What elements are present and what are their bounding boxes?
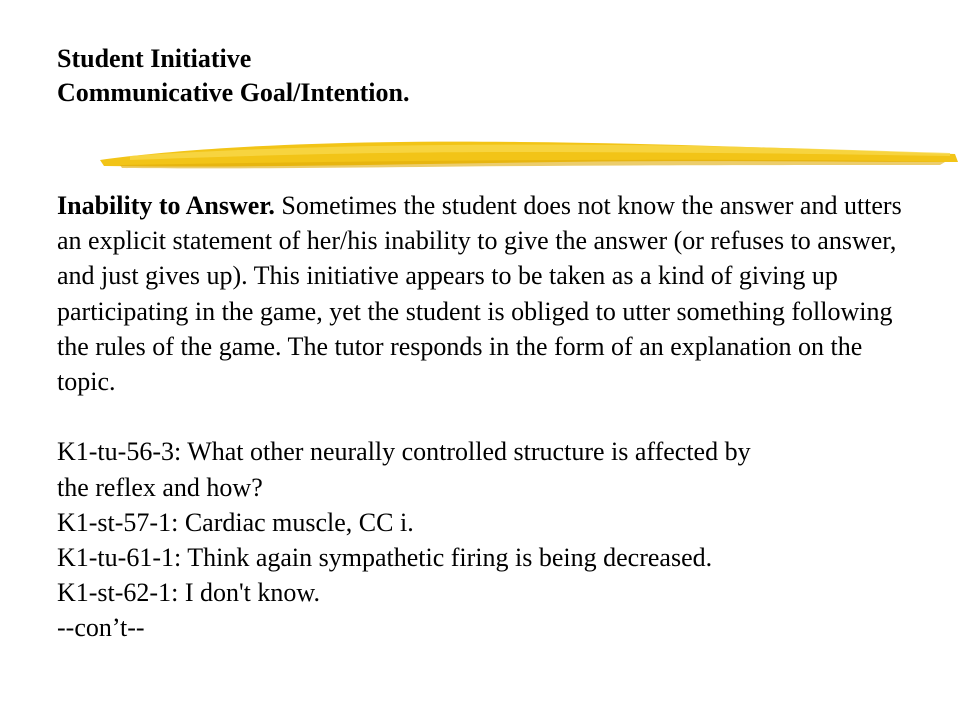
brush-stroke-divider (0, 132, 960, 182)
body-text (57, 188, 927, 646)
dialogue-line: K1-st-57-1: Cardiac muscle, CC i. (57, 507, 414, 537)
title-line-1: Student Initiative (57, 44, 252, 73)
paragraph-text: Sometimes the student does not know the answer and utters an explicit statement of her/his inability to give the answer (or refuses to answer, and just gives up). This initiative appears to be taken as a kind of giving up participating in the game, yet the student is obliged to utter something following the rules of the game. The tutor responds in the form of an explanation on the topic. (57, 191, 902, 397)
title-line-2: Communicative Goal/Intention. (57, 78, 410, 107)
slide-title (57, 42, 409, 110)
dialogue-line: the reflex and how? (57, 472, 263, 502)
paragraph-lead: Inability to Answer. (57, 191, 275, 220)
dialogue-block (57, 434, 927, 645)
dialogue-line: K1-tu-56-3: What other neurally controlled structure is affected by (57, 437, 751, 467)
dialogue-line: K1-tu-61-1: Think again sympathetic firing is being decreased. (57, 543, 713, 573)
dialogue-line: K1-st-62-1: I don't know. (57, 578, 320, 608)
spacer (57, 399, 927, 434)
description-paragraph (57, 188, 927, 399)
continued-marker: --con’t-- (57, 613, 145, 643)
